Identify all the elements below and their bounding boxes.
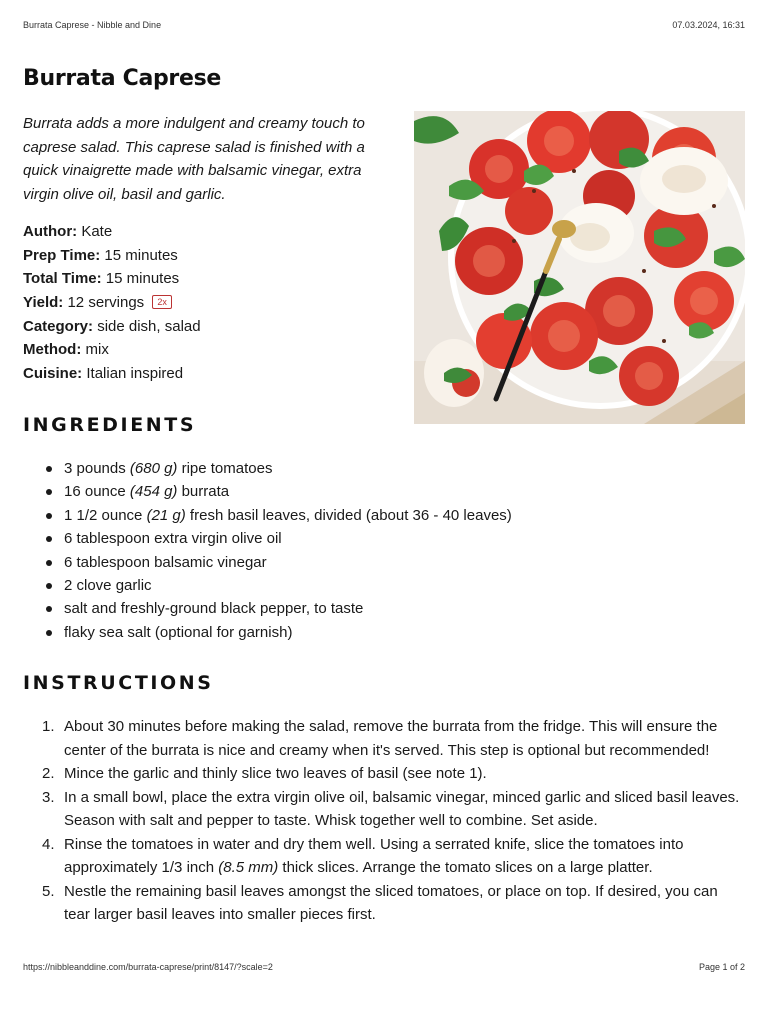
page-number: Page 1 of 2: [698, 962, 745, 972]
ingredient-text: 6 tablespoon balsamic vinegar: [64, 553, 267, 571]
step-text: Mince the garlic and thinly slice two leaves of basil (see note 1).: [64, 765, 487, 782]
bullet-icon: [46, 583, 52, 589]
ingredient-metric: (680 g): [129, 460, 178, 477]
recipe-title: Burrata Caprese: [23, 66, 222, 91]
ingredient-name: fresh basil leaves, divided (about 36 - 40 leaves): [185, 506, 512, 524]
ingredients-heading: INGREDIENTS: [23, 414, 197, 436]
ingredients-list: [23, 457, 743, 644]
recipe-meta: [23, 220, 403, 386]
meta-total-time: [23, 267, 403, 291]
bullet-icon: [46, 606, 52, 612]
list-item: [23, 597, 743, 620]
bullet-icon: [46, 560, 52, 566]
step-number: 3.: [42, 788, 55, 806]
meta-prep-label: Prep Time:: [23, 246, 101, 264]
meta-total-value: 15 minutes: [105, 270, 180, 288]
list-item: [23, 551, 743, 574]
bullet-icon: [46, 630, 52, 636]
list-item: [23, 504, 743, 527]
print-footer: [23, 962, 745, 974]
list-item: [23, 457, 743, 480]
list-item: [23, 880, 745, 927]
meta-prep-value: 15 minutes: [104, 246, 178, 264]
ingredient-name: burrata: [177, 483, 230, 501]
meta-category: [23, 315, 403, 339]
meta-method: [23, 338, 403, 362]
step-number: 1.: [42, 718, 55, 735]
meta-author: [23, 220, 403, 244]
scale-2x-button[interactable]: 2x: [152, 295, 172, 309]
meta-yield-label: Yield:: [23, 294, 64, 312]
ingredient-text: salt and freshly-ground black pepper, to taste: [64, 600, 364, 618]
instructions-heading: INSTRUCTIONS: [23, 672, 214, 694]
meta-category-label: Category:: [23, 317, 94, 335]
step-text: In a small bowl, place the extra virgin olive oil, balsamic vinegar, minced garlic and sliced basil leaves. Season with salt and pepper to taste. Whisk together well to combine. Set aside.: [64, 788, 740, 829]
step-metric: (8.5 mm): [218, 859, 279, 876]
meta-cuisine-label: Cuisine:: [23, 365, 83, 383]
ingredient-amount: 1 1/2 ounce: [64, 506, 147, 524]
print-datetime: 07.03.2024, 16:31: [672, 20, 745, 30]
print-page-title: Burrata Caprese - Nibble and Dine: [23, 20, 162, 30]
meta-prep-time: [23, 244, 403, 268]
ingredient-amount: 3 pounds: [64, 460, 130, 477]
list-item: [23, 621, 743, 644]
list-item: [23, 762, 745, 786]
bullet-icon: [46, 466, 52, 472]
step-number: 2.: [42, 765, 55, 782]
meta-cuisine: [23, 362, 403, 386]
list-item: [23, 715, 745, 762]
list-item: [23, 480, 743, 503]
list-item: [23, 574, 743, 597]
meta-cuisine-value: Italian inspired: [86, 365, 184, 383]
meta-author-label: Author:: [23, 223, 78, 240]
list-item: [23, 833, 745, 880]
bullet-icon: [46, 513, 52, 519]
ingredient-text: 2 clove garlic: [64, 576, 152, 594]
ingredient-metric: (454 g): [129, 483, 178, 501]
list-item: [23, 786, 745, 833]
meta-method-label: Method:: [23, 341, 82, 359]
recipe-summary: Burrata adds a more indulgent and creamy touch to caprese salad. This caprese salad is finished with a quick vinaigrette made with balsamic vinegar, extra virgin olive oil, basil and garlic.: [23, 115, 365, 203]
meta-method-value: mix: [85, 341, 109, 359]
print-header: [23, 20, 745, 32]
ingredient-metric: (21 g): [146, 506, 186, 524]
meta-category-value: side dish, salad: [97, 317, 201, 335]
list-item: [23, 527, 743, 550]
step-text: Rinse the tomatoes in water and dry them well. Using a serrated knife, slice the tomatoes into approximately 1/3 inch: [64, 835, 684, 876]
ingredient-name: ripe tomatoes: [177, 460, 273, 477]
ingredient-amount: 16 ounce: [64, 483, 130, 501]
meta-yield: [23, 291, 403, 315]
step-text: About 30 minutes before making the salad, remove the burrata from the fridge. This will ensure the center of the burrata is nice and creamy when it's served. This step is optional but recommended!: [64, 718, 718, 759]
bullet-icon: [46, 536, 52, 542]
ingredient-text: flaky sea salt (optional for garnish): [64, 623, 293, 641]
meta-yield-value: 12 servings: [67, 294, 145, 312]
recipe-photo: [414, 111, 745, 424]
step-number: 5.: [42, 882, 55, 900]
ingredient-text: 6 tablespoon extra virgin olive oil: [64, 530, 282, 548]
instructions-list: [23, 715, 745, 927]
meta-total-label: Total Time:: [23, 270, 102, 288]
step-number: 4.: [42, 835, 55, 853]
meta-author-value: Kate: [81, 223, 113, 240]
step-text-end: thick slices. Arrange the tomato slices on a large platter.: [278, 859, 653, 876]
step-text: Nestle the remaining basil leaves amongst the sliced tomatoes, or place on top. If desired, you can tear larger basil leaves into smaller pieces first.: [64, 882, 718, 923]
bullet-icon: [46, 489, 52, 495]
print-url: https://nibbleanddine.com/burrata-caprese/print/8147/?scale=2: [23, 962, 273, 972]
